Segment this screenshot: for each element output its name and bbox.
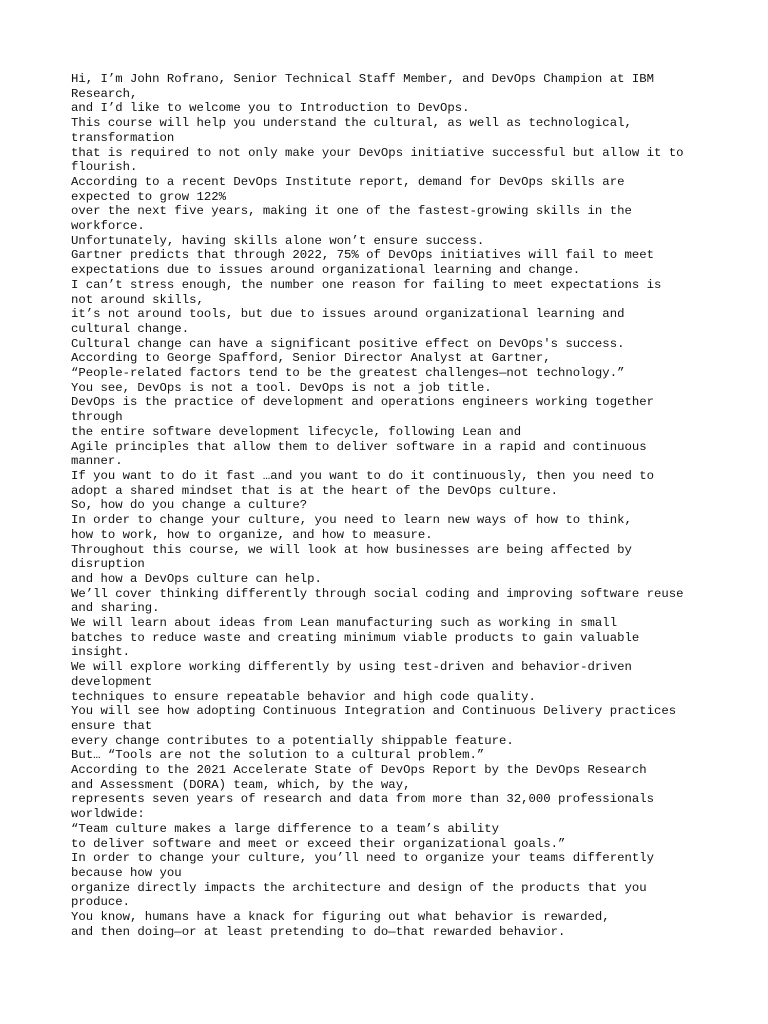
- transcript-line: cultural change.: [71, 321, 190, 336]
- transcript-line: Gartner predicts that through 2022, 75% of DevOps initiatives will fail to meet: [71, 248, 654, 263]
- transcript-line: According to a recent DevOps Institute report, demand for DevOps skills are: [71, 174, 625, 189]
- transcript-line: and I’d like to welcome you to Introduction to DevOps.: [71, 101, 470, 116]
- transcript-line: DevOps is the practice of development and operations engineers working together: [71, 395, 654, 410]
- transcript-line: Research,: [71, 86, 138, 101]
- transcript-line: If you want to do it fast …and you want to do it continuously, then you need to: [71, 468, 654, 483]
- transcript-line: Throughout this course, we will look at how businesses are being affected by: [71, 542, 632, 557]
- transcript-line: not around skills,: [71, 292, 204, 307]
- transcript-line: over the next five years, making it one of the fastest-growing skills in the: [71, 204, 632, 219]
- transcript-line: workforce.: [71, 219, 145, 234]
- transcript-document: [71, 72, 711, 939]
- transcript-line: development: [71, 674, 153, 689]
- transcript-line: expectations due to issues around organizational learning and change.: [71, 263, 581, 278]
- transcript-line: disruption: [71, 557, 145, 572]
- transcript-line: that is required to not only make your DevOps initiative successful but allow it to: [71, 145, 684, 160]
- transcript-line: According to the 2021 Accelerate State of DevOps Report by the DevOps Research: [71, 763, 647, 778]
- transcript-line: the entire software development lifecycle, following Lean and: [71, 424, 522, 439]
- transcript-line: According to George Spafford, Senior Director Analyst at Gartner,: [71, 351, 551, 366]
- transcript-line: Agile principles that allow them to deliver software in a rapid and continuous: [71, 439, 647, 454]
- transcript-line: insight.: [71, 645, 131, 660]
- transcript-line: and then doing—or at least pretending to do—that rewarded behavior.: [71, 924, 566, 939]
- transcript-line: Hi, I’m John Rofrano, Senior Technical Staff Member, and DevOps Champion at IBM: [71, 72, 654, 86]
- transcript-line: “Team culture makes a large difference to a team’s ability: [71, 821, 500, 836]
- transcript-line: So, how do you change a culture?: [71, 498, 308, 513]
- transcript-line: You know, humans have a knack for figuring out what behavior is rewarded,: [71, 910, 610, 925]
- transcript-line: You will see how adopting Continuous Integration and Continuous Delivery practices: [71, 704, 677, 719]
- transcript-line: every change contributes to a potentially shippable feature.: [71, 733, 514, 748]
- transcript-line: techniques to ensure repeatable behavior and high code quality.: [71, 689, 536, 704]
- transcript-line: I can’t stress enough, the number one reason for failing to meet expectations is: [71, 277, 662, 292]
- transcript-line: We’ll cover thinking differently through social coding and improving software reuse: [71, 586, 684, 601]
- transcript-line: transformation: [71, 130, 175, 145]
- transcript-line: batches to reduce waste and creating minimum viable products to gain valuable: [71, 630, 640, 645]
- transcript-line: flourish.: [71, 160, 138, 175]
- transcript-line: adopt a shared mindset that is at the heart of the DevOps culture.: [71, 483, 559, 498]
- transcript-line: ensure that: [71, 718, 153, 733]
- transcript-line: and Assessment (DORA) team, which, by the way,: [71, 777, 411, 792]
- transcript-line: worldwide:: [71, 807, 145, 822]
- transcript-line: produce.: [71, 895, 131, 910]
- transcript-line: We will learn about ideas from Lean manufacturing such as working in small: [71, 616, 618, 631]
- transcript-line: through: [71, 410, 123, 425]
- transcript-line: In order to change your culture, you’ll need to organize your teams differently: [71, 851, 654, 866]
- transcript-line: We will explore working differently by using test-driven and behavior-driven: [71, 660, 632, 675]
- transcript-line: But… “Tools are not the solution to a cultural problem.”: [71, 748, 485, 763]
- transcript-line: Unfortunately, having skills alone won’t ensure success.: [71, 233, 485, 248]
- transcript-line: because how you: [71, 865, 182, 880]
- transcript-line: This course will help you understand the cultural, as well as technological,: [71, 116, 632, 131]
- transcript-line: expected to grow 122%: [71, 189, 226, 204]
- transcript-line: organize directly impacts the architecture and design of the products that you: [71, 880, 647, 895]
- transcript-line: it’s not around tools, but due to issues around organizational learning and: [71, 307, 625, 322]
- transcript-line: and sharing.: [71, 601, 160, 616]
- transcript-line: and how a DevOps culture can help.: [71, 571, 322, 586]
- transcript-line: Cultural change can have a significant positive effect on DevOps's success.: [71, 336, 625, 351]
- transcript-line: manner.: [71, 454, 123, 469]
- transcript-line: how to work, how to organize, and how to measure.: [71, 527, 433, 542]
- transcript-line: represents seven years of research and data from more than 32,000 professionals: [71, 792, 654, 807]
- transcript-line: In order to change your culture, you need to learn new ways of how to think,: [71, 513, 632, 528]
- transcript-line: to deliver software and meet or exceed their organizational goals.”: [71, 836, 566, 851]
- transcript-line: You see, DevOps is not a tool. DevOps is not a job title.: [71, 380, 492, 395]
- transcript-line: “People-related factors tend to be the greatest challenges—not technology.”: [71, 366, 625, 381]
